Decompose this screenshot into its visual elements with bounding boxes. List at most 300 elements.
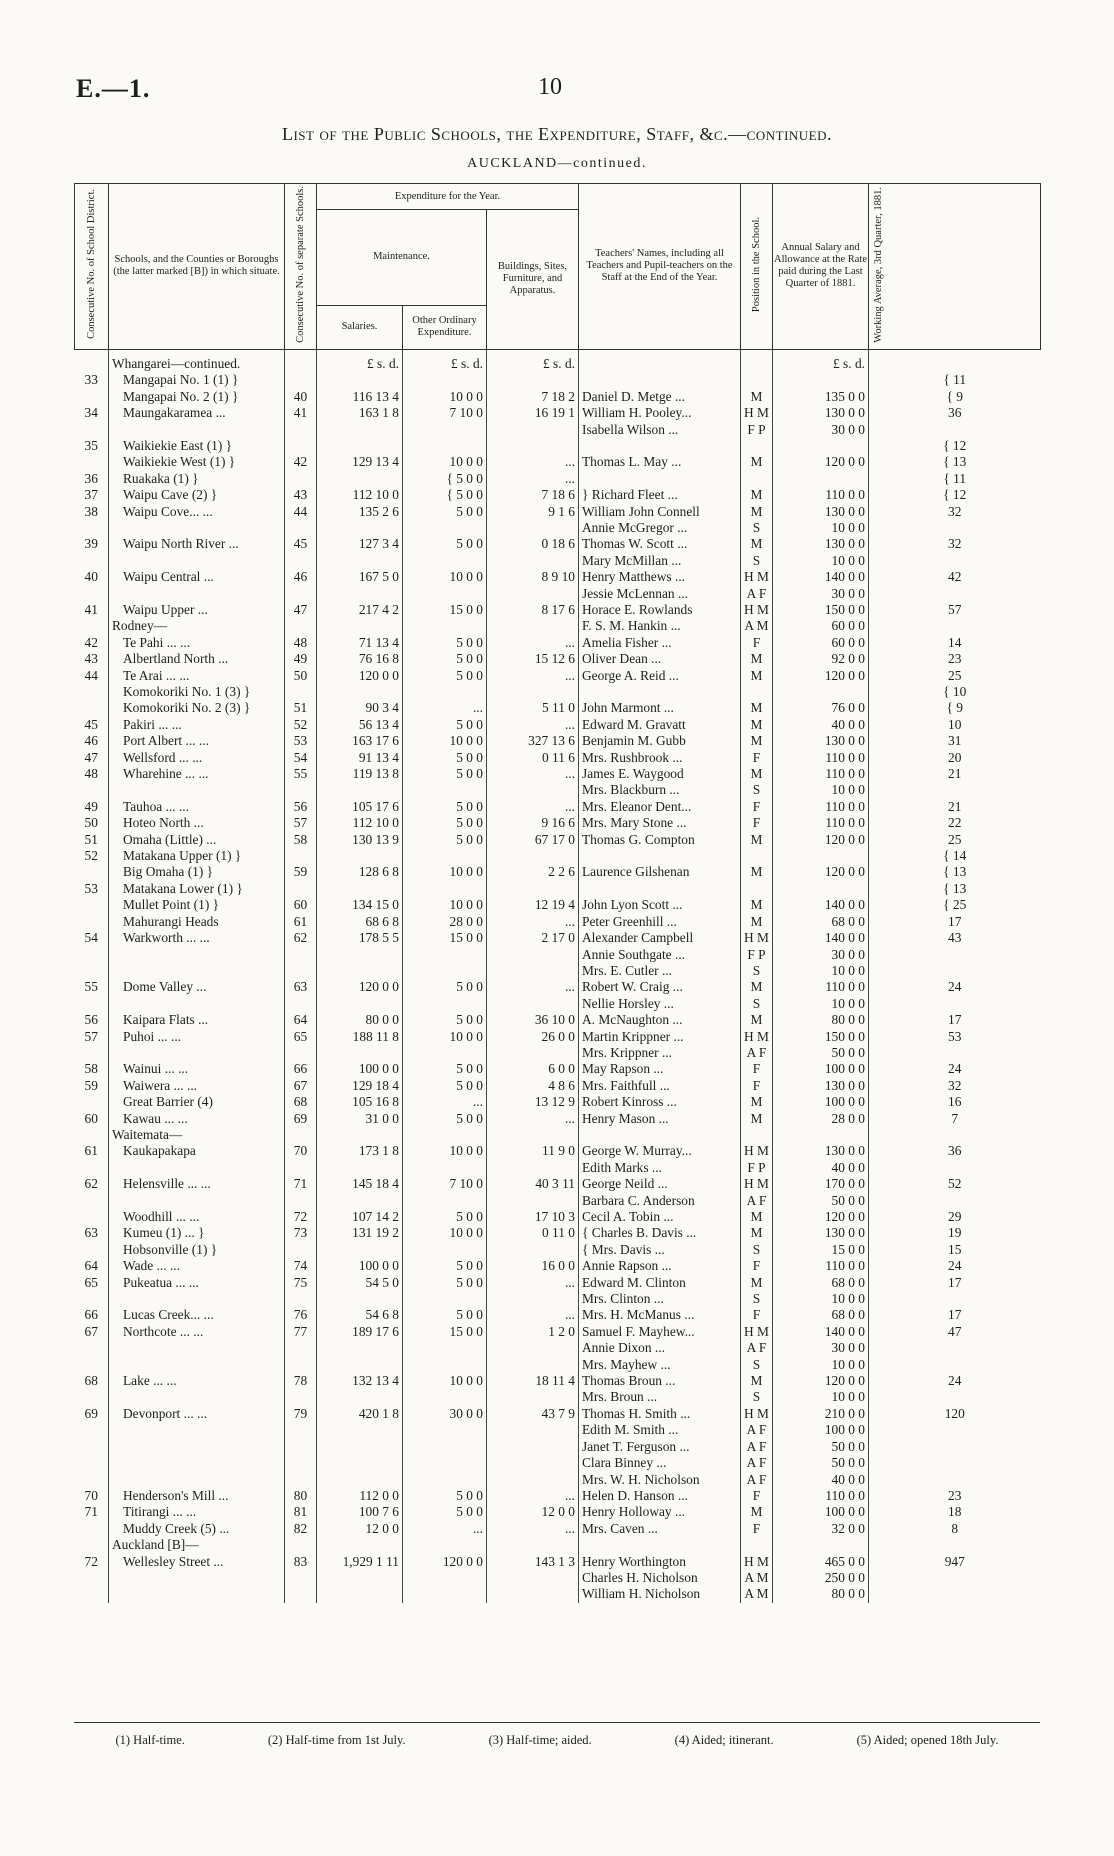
school-name-cell: Dome Valley ... — [109, 979, 285, 995]
other-expenditure-cell: ... — [403, 1094, 487, 1110]
working-average-cell: 31 — [869, 733, 1041, 749]
buildings-cell: 8 9 10 — [487, 569, 579, 585]
school-no-cell: 73 — [285, 1225, 317, 1241]
position-cell: M — [741, 700, 773, 716]
district-no-cell — [75, 1439, 109, 1455]
teacher-name-cell: Thomas G. Compton — [579, 832, 741, 848]
district-no-cell — [75, 520, 109, 536]
school-name-cell — [109, 1340, 285, 1356]
other-expenditure-cell: 5 0 0 — [403, 1307, 487, 1323]
salaries-cell: 31 0 0 — [317, 1111, 403, 1127]
buildings-cell: 9 1 6 — [487, 504, 579, 520]
table-row — [75, 1389, 1041, 1405]
working-average-cell: 24 — [869, 1373, 1041, 1389]
school-name-cell: Wade ... ... — [109, 1258, 285, 1274]
buildings-cell: ... — [487, 979, 579, 995]
allowance-cell — [773, 1127, 869, 1143]
working-average-cell — [869, 1389, 1041, 1405]
allowance-cell: 30 0 0 — [773, 1340, 869, 1356]
salaries-cell: 56 13 4 — [317, 717, 403, 733]
table-row — [75, 733, 1041, 749]
table-row — [75, 1193, 1041, 1209]
working-average-cell: 17 — [869, 1275, 1041, 1291]
working-average-cell: { 9 — [869, 700, 1041, 716]
teacher-name-cell: { Mrs. Davis ... — [579, 1242, 741, 1258]
teacher-name-cell: Annie Southgate ... — [579, 947, 741, 963]
table-row — [75, 1012, 1041, 1028]
working-average-cell: 23 — [869, 651, 1041, 667]
position-cell: M — [741, 487, 773, 503]
position-cell: H M — [741, 405, 773, 421]
working-average-cell — [869, 1439, 1041, 1455]
salaries-cell — [317, 1422, 403, 1438]
school-no-cell: 82 — [285, 1521, 317, 1537]
table-row — [75, 832, 1041, 848]
district-no-cell — [75, 1521, 109, 1537]
salaries-cell: 116 13 4 — [317, 389, 403, 405]
salaries-cell: 167 5 0 — [317, 569, 403, 585]
allowance-cell — [773, 881, 869, 897]
salaries-cell — [317, 1193, 403, 1209]
allowance-cell: 110 0 0 — [773, 1488, 869, 1504]
page-number: 10 — [538, 74, 562, 100]
teacher-name-cell: A. McNaughton ... — [579, 1012, 741, 1028]
table-row — [75, 504, 1041, 520]
buildings-cell: 11 9 0 — [487, 1143, 579, 1159]
school-name-cell: Kaukapakapa — [109, 1143, 285, 1159]
table-row — [75, 1455, 1041, 1471]
table-row — [75, 897, 1041, 913]
other-expenditure-cell — [403, 438, 487, 454]
other-expenditure-cell: 5 0 0 — [403, 1061, 487, 1077]
teacher-name-cell: Oliver Dean ... — [579, 651, 741, 667]
position-cell: M — [741, 1012, 773, 1028]
document-code: E.—1. — [76, 74, 151, 103]
teacher-name-cell: Mrs. Eleanor Dent... — [579, 799, 741, 815]
table-row — [75, 635, 1041, 651]
other-expenditure-cell — [403, 947, 487, 963]
working-average-cell: 36 — [869, 1143, 1041, 1159]
district-no-cell: 43 — [84, 651, 98, 667]
allowance-cell: 110 0 0 — [773, 799, 869, 815]
salaries-cell: 112 0 0 — [317, 1488, 403, 1504]
table-row — [75, 1094, 1041, 1110]
buildings-cell: 18 11 4 — [487, 1373, 579, 1389]
school-name-cell: Mullet Point (1) } — [109, 897, 285, 913]
position-cell: M — [741, 668, 773, 684]
working-average-cell: { 12 — [869, 487, 1041, 503]
buildings-cell — [487, 1439, 579, 1455]
salaries-cell — [317, 1439, 403, 1455]
allowance-cell: 30 0 0 — [773, 947, 869, 963]
teacher-name-cell: Martin Krippner ... — [579, 1029, 741, 1045]
buildings-cell: ... — [487, 1111, 579, 1127]
working-average-cell — [869, 963, 1041, 979]
other-expenditure-cell: 5 0 0 — [403, 1209, 487, 1225]
other-expenditure-cell: 7 10 0 — [403, 1176, 487, 1192]
position-cell: F — [741, 1258, 773, 1274]
other-expenditure-cell: 15 0 0 — [403, 930, 487, 946]
position-cell: F — [741, 1307, 773, 1323]
buildings-cell — [487, 422, 579, 438]
working-average-cell: { 11 — [869, 372, 1041, 388]
salaries-cell: 54 5 0 — [317, 1275, 403, 1291]
working-average-cell — [869, 1586, 1041, 1602]
table-row — [75, 454, 1041, 470]
other-expenditure-cell: 5 0 0 — [403, 832, 487, 848]
school-no-cell: 49 — [285, 651, 317, 667]
school-no-cell: 60 — [285, 897, 317, 913]
school-name-cell: Komokoriki No. 1 (3) } — [109, 684, 285, 700]
teacher-name-cell — [579, 848, 741, 864]
school-no-cell: 61 — [285, 914, 317, 930]
school-name-cell: Waipu Cove... ... — [109, 504, 285, 520]
district-no-cell — [75, 586, 109, 602]
allowance-cell: 10 0 0 — [773, 782, 869, 798]
allowance-cell: 68 0 0 — [773, 1307, 869, 1323]
buildings-cell: 6 0 0 — [487, 1061, 579, 1077]
buildings-cell: £ s. d. — [487, 356, 579, 372]
table-row — [75, 947, 1041, 963]
buildings-cell — [487, 1472, 579, 1488]
allowance-cell: 28 0 0 — [773, 1111, 869, 1127]
allowance-cell: 130 0 0 — [773, 1143, 869, 1159]
table-header — [75, 184, 1041, 350]
teacher-name-cell: Henry Holloway ... — [579, 1504, 741, 1520]
school-no-cell: 52 — [285, 717, 317, 733]
allowance-cell: 120 0 0 — [773, 832, 869, 848]
teacher-name-cell: James E. Waygood — [579, 766, 741, 782]
teacher-name-cell: Mrs. E. Cutler ... — [579, 963, 741, 979]
district-no-cell: 61 — [84, 1143, 98, 1159]
table-row — [75, 1586, 1041, 1602]
salaries-cell — [317, 618, 403, 634]
district-no-cell: 51 — [84, 831, 98, 847]
working-average-cell: 24 — [869, 979, 1041, 995]
school-no-cell: 44 — [285, 504, 317, 520]
allowance-cell: 10 0 0 — [773, 1389, 869, 1405]
salaries-cell: 188 11 8 — [317, 1029, 403, 1045]
buildings-cell — [487, 848, 579, 864]
school-name-cell: Muddy Creek (5) ... — [109, 1521, 285, 1537]
district-no-cell: 53 — [84, 880, 98, 896]
other-expenditure-cell: { 5 0 0 — [403, 471, 487, 487]
allowance-cell: 60 0 0 — [773, 635, 869, 651]
table-row — [75, 389, 1041, 405]
teacher-name-cell: William H. Nicholson — [579, 1586, 741, 1602]
col-attendance: Working Average, 3rd Quarter, 1881. — [869, 184, 1041, 350]
other-expenditure-cell: ... — [403, 1521, 487, 1537]
teacher-name-cell: Edith M. Smith ... — [579, 1422, 741, 1438]
teacher-name-cell: Clara Binney ... — [579, 1455, 741, 1471]
school-no-cell — [285, 553, 317, 569]
salaries-cell: 119 13 8 — [317, 766, 403, 782]
allowance-cell: 150 0 0 — [773, 602, 869, 618]
position-cell: M — [741, 1225, 773, 1241]
position-cell: A M — [741, 1586, 773, 1602]
school-name-cell: Mangapai No. 1 (1) } — [109, 372, 285, 388]
teacher-name-cell: Mrs. Broun ... — [579, 1389, 741, 1405]
table-row — [75, 1307, 1041, 1323]
position-cell — [741, 356, 773, 372]
buildings-cell — [487, 1193, 579, 1209]
other-expenditure-cell: 120 0 0 — [403, 1554, 487, 1570]
working-average-cell: { 9 — [869, 389, 1041, 405]
working-average-cell: { 25 — [869, 897, 1041, 913]
allowance-cell: 135 0 0 — [773, 389, 869, 405]
teacher-name-cell: Charles H. Nicholson — [579, 1570, 741, 1586]
allowance-cell — [773, 438, 869, 454]
working-average-cell: 32 — [869, 536, 1041, 552]
salaries-cell: 100 0 0 — [317, 1061, 403, 1077]
district-no-cell: 57 — [84, 1028, 98, 1044]
salaries-cell — [317, 881, 403, 897]
school-name-cell: Matakana Lower (1) } — [109, 881, 285, 897]
position-cell: S — [741, 1291, 773, 1307]
district-no-cell — [75, 1242, 109, 1258]
school-no-cell: 41 — [285, 405, 317, 421]
other-expenditure-cell: 10 0 0 — [403, 1029, 487, 1045]
teacher-name-cell: Cecil A. Tobin ... — [579, 1209, 741, 1225]
other-expenditure-cell — [403, 1537, 487, 1553]
position-cell: F P — [741, 422, 773, 438]
other-expenditure-cell: 5 0 0 — [403, 750, 487, 766]
school-no-cell: 55 — [285, 766, 317, 782]
school-no-cell — [285, 1422, 317, 1438]
district-no-cell: 69 — [84, 1405, 98, 1421]
position-cell: M — [741, 504, 773, 520]
col-other: Other Ordinary Expenditure. — [403, 305, 487, 349]
teacher-name-cell: Helen D. Hanson ... — [579, 1488, 741, 1504]
allowance-cell — [773, 848, 869, 864]
school-no-cell — [285, 963, 317, 979]
district-no-cell: 54 — [84, 930, 98, 946]
allowance-cell: 68 0 0 — [773, 914, 869, 930]
position-cell: M — [741, 454, 773, 470]
other-expenditure-cell: 5 0 0 — [403, 1488, 487, 1504]
working-average-cell — [869, 1537, 1041, 1553]
table-row — [75, 1373, 1041, 1389]
position-cell: A F — [741, 1455, 773, 1471]
position-cell: M — [741, 1209, 773, 1225]
school-name-cell: Mahurangi Heads — [109, 914, 285, 930]
district-no-cell — [75, 1340, 109, 1356]
buildings-cell: 7 18 6 — [487, 487, 579, 503]
position-cell — [741, 1537, 773, 1553]
salaries-cell: 178 5 5 — [317, 930, 403, 946]
working-average-cell: 21 — [869, 799, 1041, 815]
working-average-cell: { 13 — [869, 454, 1041, 470]
buildings-cell — [487, 881, 579, 897]
other-expenditure-cell: ... — [403, 700, 487, 716]
buildings-cell: ... — [487, 1488, 579, 1504]
other-expenditure-cell: 5 0 0 — [403, 815, 487, 831]
teacher-name-cell: Mrs. Mayhew ... — [579, 1357, 741, 1373]
working-average-cell: 947 — [869, 1554, 1041, 1570]
salaries-cell — [317, 947, 403, 963]
working-average-cell — [869, 618, 1041, 634]
buildings-cell: ... — [487, 914, 579, 930]
district-no-cell: 40 — [84, 569, 98, 585]
working-average-cell: { 11 — [869, 471, 1041, 487]
table-row — [75, 553, 1041, 569]
salaries-cell — [317, 520, 403, 536]
buildings-cell — [487, 1586, 579, 1602]
other-expenditure-cell — [403, 586, 487, 602]
teacher-name-cell: Barbara C. Anderson — [579, 1193, 741, 1209]
working-average-cell: 14 — [869, 635, 1041, 651]
position-cell: M — [741, 536, 773, 552]
table-row — [75, 717, 1041, 733]
school-no-cell — [285, 471, 317, 487]
salaries-cell — [317, 1127, 403, 1143]
school-name-cell: Waipu Cave (2) } — [109, 487, 285, 503]
table-row — [75, 1324, 1041, 1340]
working-average-cell — [869, 1455, 1041, 1471]
district-no-cell: 46 — [84, 733, 98, 749]
buildings-cell: ... — [487, 454, 579, 470]
buildings-cell: 9 16 6 — [487, 815, 579, 831]
buildings-cell — [487, 684, 579, 700]
allowance-cell: 140 0 0 — [773, 897, 869, 913]
allowance-cell: 130 0 0 — [773, 536, 869, 552]
teacher-name-cell: Mary McMillan ... — [579, 553, 741, 569]
position-cell: M — [741, 832, 773, 848]
salaries-cell: 128 6 8 — [317, 864, 403, 880]
table-row — [75, 668, 1041, 684]
buildings-cell: 12 0 0 — [487, 1504, 579, 1520]
district-no-cell — [75, 914, 109, 930]
school-name-cell: Big Omaha (1) } — [109, 864, 285, 880]
school-no-cell — [285, 1472, 317, 1488]
district-no-cell — [75, 553, 109, 569]
school-name-cell: Lake ... ... — [109, 1373, 285, 1389]
position-cell: M — [741, 1094, 773, 1110]
salaries-cell: 12 0 0 — [317, 1521, 403, 1537]
working-average-cell: 52 — [869, 1176, 1041, 1192]
other-expenditure-cell — [403, 1127, 487, 1143]
district-no-cell: 38 — [84, 503, 98, 519]
school-name-cell — [109, 553, 285, 569]
school-no-cell: 80 — [285, 1488, 317, 1504]
teacher-name-cell: Annie McGregor ... — [579, 520, 741, 536]
allowance-cell: 250 0 0 — [773, 1570, 869, 1586]
buildings-cell: 15 12 6 — [487, 651, 579, 667]
table-row — [75, 684, 1041, 700]
footnote: (5) Aided; opened 18th July. — [856, 1733, 999, 1747]
position-cell: M — [741, 1504, 773, 1520]
table-row — [75, 471, 1041, 487]
other-expenditure-cell: 15 0 0 — [403, 602, 487, 618]
position-cell: S — [741, 1242, 773, 1258]
school-no-cell: 79 — [285, 1406, 317, 1422]
other-expenditure-cell: 7 10 0 — [403, 405, 487, 421]
position-cell: A F — [741, 1045, 773, 1061]
table-row — [75, 782, 1041, 798]
salaries-cell — [317, 684, 403, 700]
allowance-cell — [773, 684, 869, 700]
salaries-cell: 112 10 0 — [317, 815, 403, 831]
allowance-cell: 68 0 0 — [773, 1275, 869, 1291]
school-no-cell — [285, 438, 317, 454]
position-cell: S — [741, 1389, 773, 1405]
allowance-cell — [773, 372, 869, 388]
other-expenditure-cell — [403, 1586, 487, 1602]
school-no-cell — [285, 1439, 317, 1455]
salaries-cell: 131 19 2 — [317, 1225, 403, 1241]
buildings-cell: 0 11 6 — [487, 750, 579, 766]
other-expenditure-cell — [403, 1340, 487, 1356]
district-no-cell — [75, 1291, 109, 1307]
salaries-cell: 120 0 0 — [317, 979, 403, 995]
table-row — [75, 651, 1041, 667]
table-row — [75, 996, 1041, 1012]
school-name-cell: Kaipara Flats ... — [109, 1012, 285, 1028]
school-name-cell — [109, 1472, 285, 1488]
school-no-cell — [285, 1389, 317, 1405]
position-cell: M — [741, 717, 773, 733]
table-row — [75, 1045, 1041, 1061]
teacher-name-cell: Daniel D. Metge ... — [579, 389, 741, 405]
buildings-cell: ... — [487, 1521, 579, 1537]
school-name-cell: Port Albert ... ... — [109, 733, 285, 749]
table-row — [75, 881, 1041, 897]
other-expenditure-cell: 10 0 0 — [403, 389, 487, 405]
school-no-cell: 83 — [285, 1554, 317, 1570]
buildings-cell: ... — [487, 717, 579, 733]
district-no-cell: 55 — [84, 979, 98, 995]
teacher-name-cell — [579, 1127, 741, 1143]
position-cell: A M — [741, 1570, 773, 1586]
allowance-cell: 110 0 0 — [773, 487, 869, 503]
school-no-cell: 77 — [285, 1324, 317, 1340]
district-no-cell — [75, 996, 109, 1012]
school-no-cell: 76 — [285, 1307, 317, 1323]
school-name-cell: Wellesley Street ... — [109, 1554, 285, 1570]
position-cell — [741, 881, 773, 897]
school-name-cell: Lucas Creek... ... — [109, 1307, 285, 1323]
allowance-cell: 130 0 0 — [773, 1078, 869, 1094]
school-name-cell: Rodney— — [109, 618, 285, 634]
table-row — [75, 1275, 1041, 1291]
other-expenditure-cell — [403, 1357, 487, 1373]
school-name-cell: Waikiekie West (1) } — [109, 454, 285, 470]
table-row — [75, 1422, 1041, 1438]
position-cell: S — [741, 520, 773, 536]
working-average-cell: 53 — [869, 1029, 1041, 1045]
allowance-cell: 465 0 0 — [773, 1554, 869, 1570]
col-salaries: Salaries. — [317, 305, 403, 349]
buildings-cell — [487, 1160, 579, 1176]
allowance-cell: 10 0 0 — [773, 1291, 869, 1307]
other-expenditure-cell — [403, 1291, 487, 1307]
school-no-cell: 47 — [285, 602, 317, 618]
school-name-cell: Mangapai No. 2 (1) } — [109, 389, 285, 405]
school-no-cell: 43 — [285, 487, 317, 503]
allowance-cell: 50 0 0 — [773, 1455, 869, 1471]
other-expenditure-cell: 10 0 0 — [403, 864, 487, 880]
buildings-cell: ... — [487, 1307, 579, 1323]
working-average-cell: { 13 — [869, 864, 1041, 880]
table-row — [75, 1570, 1041, 1586]
salaries-cell: 80 0 0 — [317, 1012, 403, 1028]
school-name-cell: Pukeatua ... ... — [109, 1275, 285, 1291]
position-cell: F — [741, 799, 773, 815]
other-expenditure-cell — [403, 1472, 487, 1488]
school-no-cell — [285, 881, 317, 897]
buildings-cell: ... — [487, 799, 579, 815]
school-name-cell — [109, 1586, 285, 1602]
